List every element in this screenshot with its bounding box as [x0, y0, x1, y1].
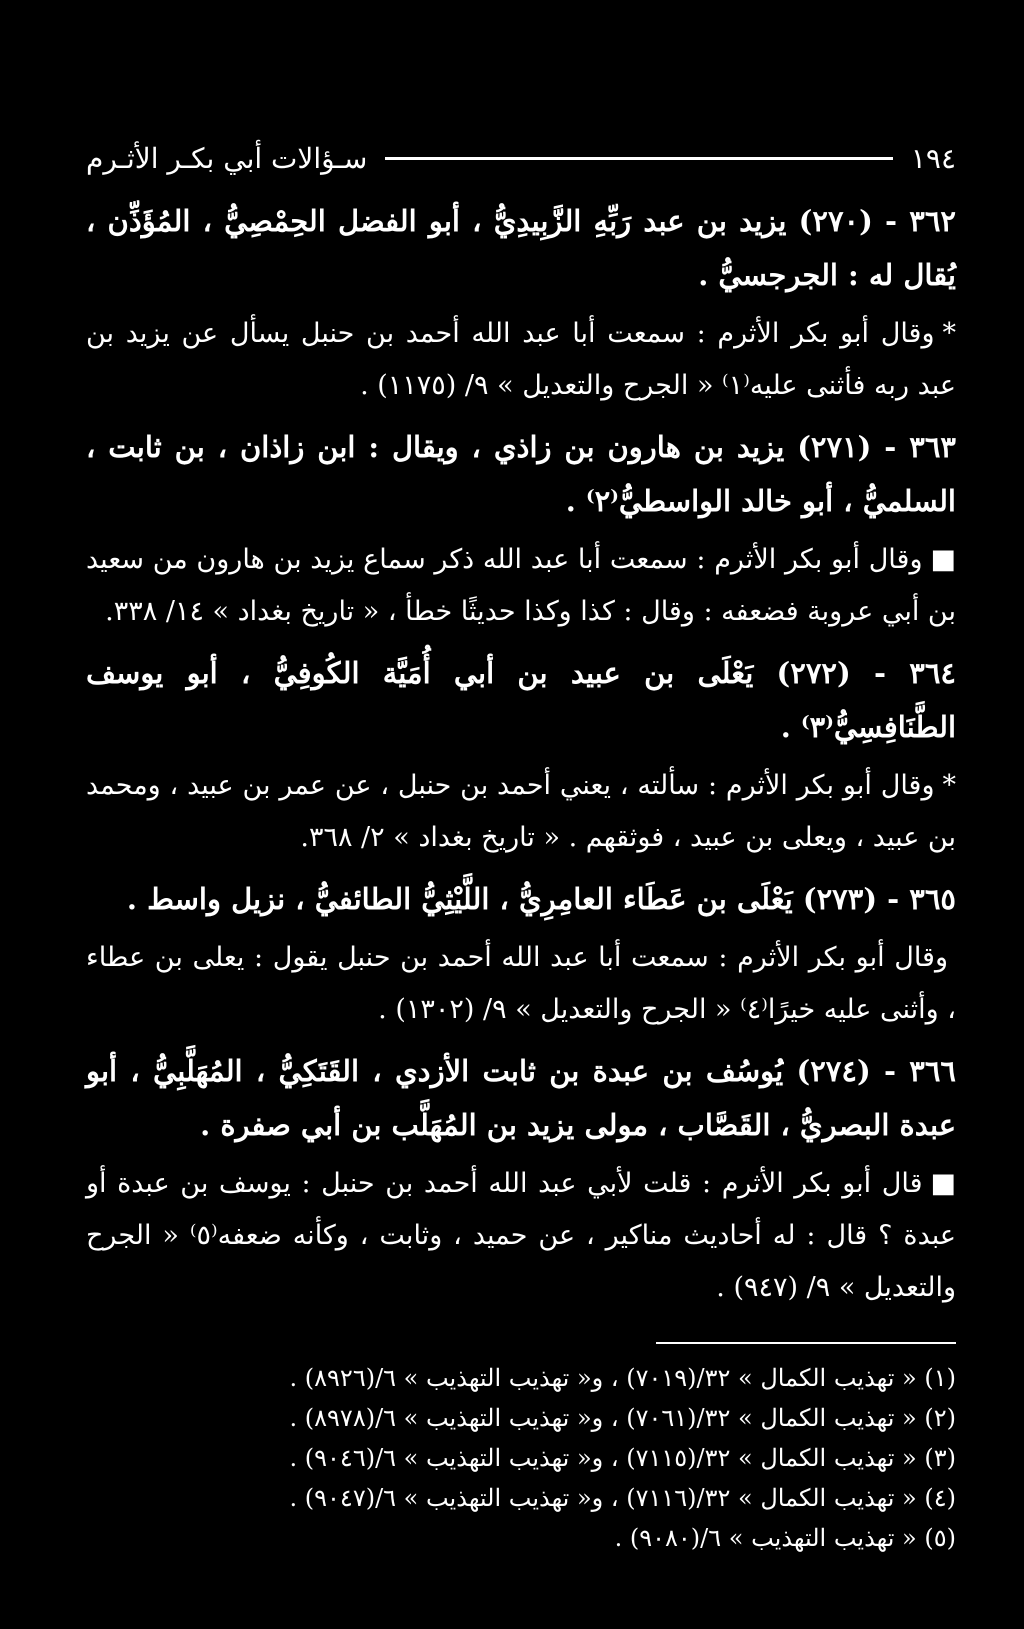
- footnote: (٣) « تهذيب الكمال » ٣٢/(٧١١٥) ، و« تهذيب التهذيب » ٦/(٩٠٤٦) .: [289, 1444, 956, 1472]
- entry: [86, 194, 956, 412]
- entry-marker: *: [942, 318, 956, 349]
- page-header: [86, 136, 956, 180]
- entry-text: قال أبو بكر الأثرم : قلت لأبي عبد الله أحمد بن حنبل : يوسف بن عبدة أو عبدة ؟ قال : له أحاديث مناكير ، عن حميد ، وثابت ، وكأنه ضعفه⁽٥⁾ « الجرح والتعديل » ٩/ (٩٤٧) .: [86, 1168, 956, 1303]
- entry-body: [86, 534, 956, 638]
- entry: [86, 872, 956, 1036]
- entry-marker: ■: [930, 1168, 956, 1199]
- footnote: (٢) « تهذيب الكمال » ٣٢/(٧٠٦١) ، و« تهذيب التهذيب » ٦/(٨٩٧٨) .: [289, 1404, 956, 1432]
- entry-heading: ٣٦٤ - (٢٧٢) يَعْلَى بن عبيد بن أبي أُمَيَّة الكُوفِيُّ ، أبو يوسف الطَّنَافِسِيُّ⁽٣⁾ .: [86, 656, 956, 744]
- page-number: ١٩٤: [910, 141, 956, 175]
- footnote: (٤) « تهذيب الكمال » ٣٢/(٧١١٦) ، و« تهذيب التهذيب » ٦/(٩٠٤٧) .: [289, 1484, 956, 1512]
- entry: [86, 420, 956, 638]
- entry-body: [86, 760, 956, 864]
- entry-text: وقال أبو بكر الأثرم : سألته ، يعني أحمد بن حنبل ، عن عمر بن عبيد ، ومحمد بن عبيد ، ويعلى بن عبيد ، فوثقهم . « تاريخ بغداد » ٢/ ٣٦٨.: [86, 770, 956, 853]
- entry-marker: *: [942, 770, 956, 801]
- entry-body: [86, 932, 956, 1036]
- entry: [86, 1044, 956, 1314]
- entry-body: [86, 1158, 956, 1314]
- entry-heading: ٣٦٦ - (٢٧٤) يُوسُف بن عبدة بن ثابت الأزدي ، القَتَكِيُّ ، المُهَلَّبِيُّ ، أبو عبدة البصريُّ ، القَصَّاب ، مولى يزيد بن المُهَلَّب بن أبي صفرة .: [86, 1054, 957, 1142]
- entry-heading: ٣٦٢ - (٢٧٠) يزيد بن عبد رَبِّهِ الزَّبِيدِيُّ ، أبو الفضل الحِمْصِيُّ ، المُؤَذِّن ، يُقال له : الجرجسيُّ .: [86, 204, 957, 292]
- entry-marker: ■: [930, 544, 956, 575]
- entry-heading: ٣٦٣ - (٢٧١) يزيد بن هارون بن زاذي ، ويقال : ابن زاذان ، بن ثابت ، السلميُّ ، أبو خالد الواسطيُّ⁽٢⁾ .: [86, 430, 956, 518]
- entry-text: وقال أبو بكر الأثرم : سمعت أبا عبد الله ذكر سماع يزيد بن هارون من سعيد بن أبي عروبة فضعفه : وقال : كذا وكذا حديثًا خطأ ، « تاريخ بغداد » ١٤/ ٣٣٨.: [86, 544, 956, 627]
- header-rule: [385, 157, 893, 160]
- entry-heading: ٣٦٥ - (٢٧٣) يَعْلَى بن عَطَاء العامِرِيُّ ، اللَّيْثِيُّ الطائفيُّ ، نزيل واسط .: [126, 882, 956, 916]
- page: [86, 136, 956, 1558]
- running-title: سـؤالات أبي بكـر الأثـرم: [86, 141, 368, 175]
- footnote-rule: [656, 1342, 956, 1344]
- entries: [86, 194, 956, 1314]
- entry: [86, 646, 956, 864]
- entry-text: وقال أبو بكر الأثرم : سمعت أبا عبد الله أحمد بن حنبل يقول : يعلى بن عطاء ، وأثنى عليه خيرًا⁽٤⁾ « الجرح والتعديل » ٩/ (١٣٠٢) .: [86, 942, 956, 1025]
- entry-text: وقال أبو بكر الأثرم : سمعت أبا عبد الله أحمد بن حنبل يسأل عن يزيد بن عبد ربه فأثنى عليه⁽١⁾ « الجرح والتعديل » ٩/ (١١٧٥) .: [86, 318, 956, 401]
- footnote: (١) « تهذيب الكمال » ٣٢/(٧٠١٩) ، و« تهذيب التهذيب » ٦/(٨٩٢٦) .: [289, 1364, 956, 1392]
- footnotes: [86, 1358, 956, 1558]
- footnote-separator: [86, 1322, 956, 1358]
- entry-body: [86, 308, 956, 412]
- footnote: (٥) « تهذيب التهذيب » ٦/(٩٠٨٠) .: [614, 1524, 956, 1552]
